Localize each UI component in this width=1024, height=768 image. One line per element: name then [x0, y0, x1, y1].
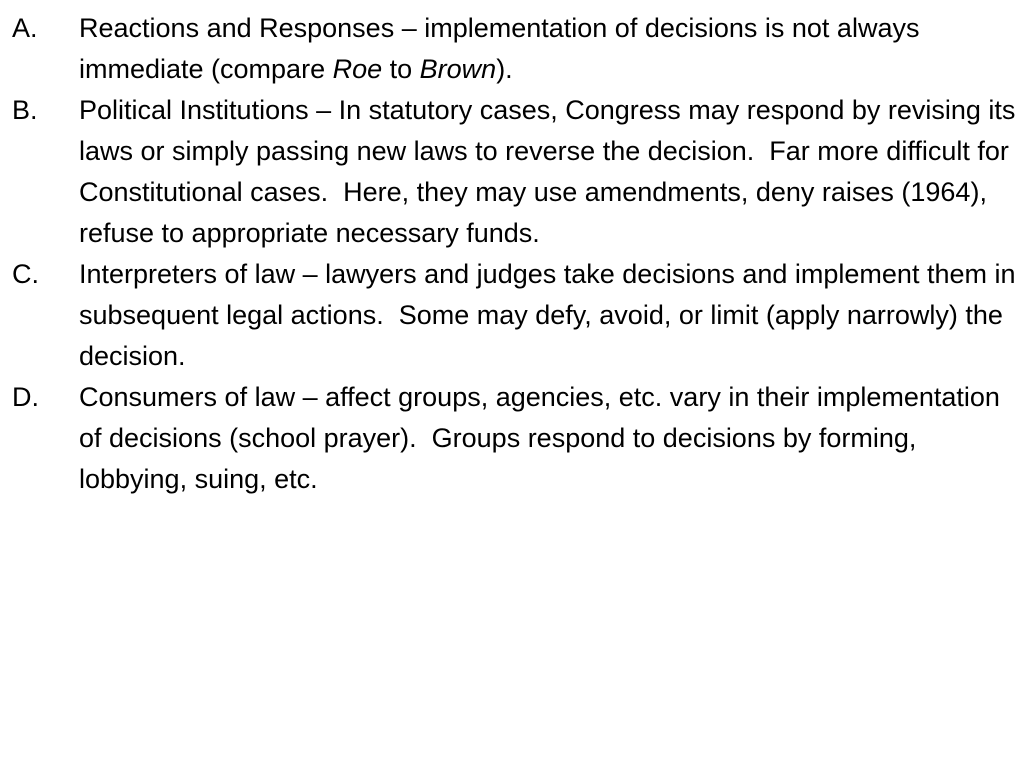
- list-item-b: [12, 90, 1016, 254]
- list-item-text: Political Institutions – In statutory cases, Congress may respond by revising its laws or simply passing new laws to reverse the decision. Far more difficult for Constitutional cases. Here, they may use amendments, deny raises (1964), refuse to appropriate necessary funds.: [79, 95, 1016, 248]
- list-item-text: [79, 8, 1016, 90]
- outline-list: [12, 8, 1016, 500]
- list-item-d: [12, 377, 1016, 500]
- text-segment: Reactions and Responses – implementation of decisions is not always immediate (compare: [79, 13, 920, 84]
- text-segment: ).: [496, 54, 513, 84]
- case-name-brown: Brown: [419, 54, 497, 84]
- case-name-roe: Roe: [332, 54, 383, 84]
- text-segment: to: [382, 54, 420, 84]
- list-item-c: [12, 254, 1016, 377]
- list-item-a: [12, 8, 1016, 90]
- list-marker: B.: [12, 95, 38, 125]
- list-item-text: Consumers of law – affect groups, agencies, etc. vary in their implementation of decisions (school prayer). Groups respond to decisions by forming, lobbying, suing, etc.: [79, 382, 1000, 494]
- list-marker: C.: [12, 259, 39, 289]
- list-item-text: Interpreters of law – lawyers and judges take decisions and implement them in subsequent legal actions. Some may defy, avoid, or limit (apply narrowly) the decision.: [79, 259, 1016, 371]
- list-marker: A.: [12, 13, 38, 43]
- list-marker: D.: [12, 382, 39, 412]
